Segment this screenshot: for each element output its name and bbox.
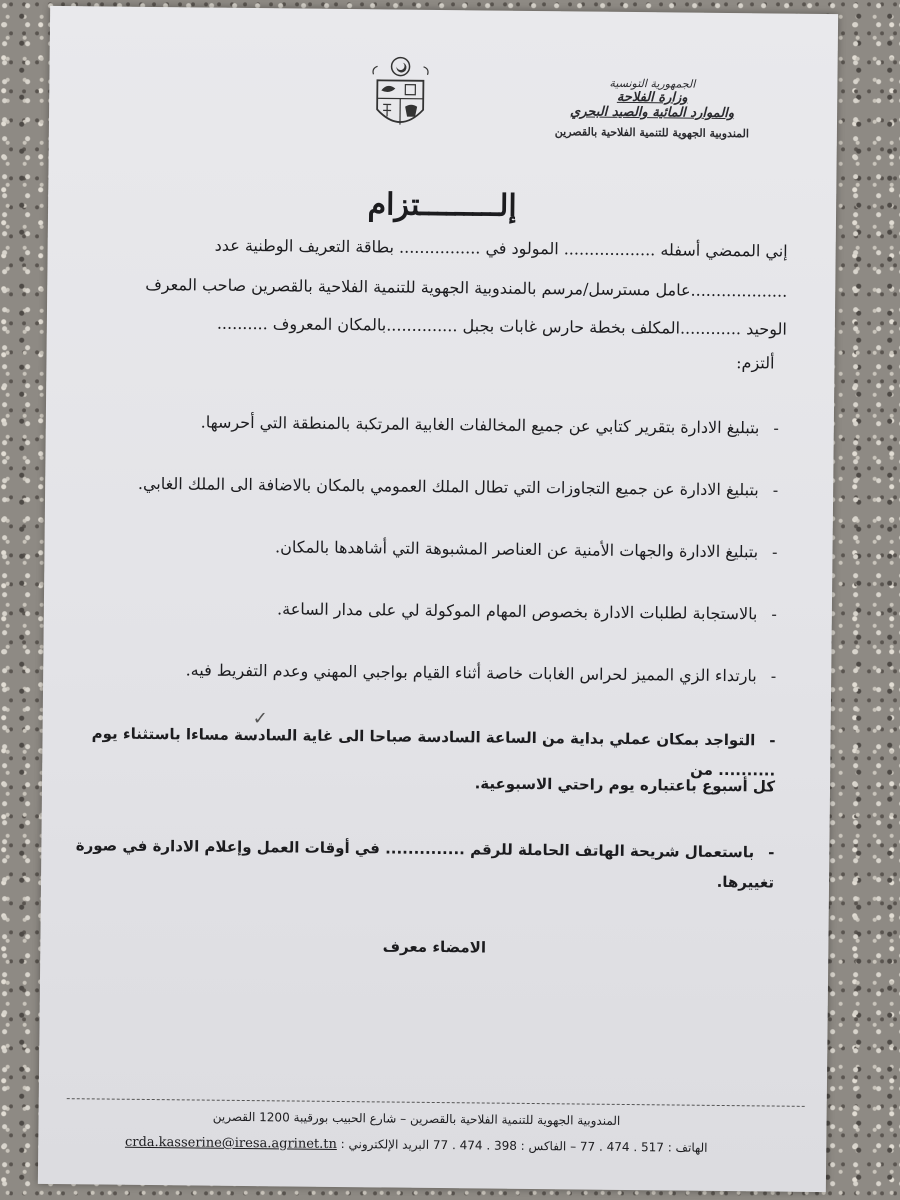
commitment-text: بتبليغ الادارة عن جميع التجاوزات التي تطال الملك العمومي بالمكان بالاضافة الى الملك الغابي.: [137, 473, 759, 500]
commitment-text: بالاستجابة لطلبات الادارة بخصوص المهام الموكولة لي على مدار الساعة.: [276, 599, 758, 624]
intro-line-1: إني الممضي أسفله .................. المولود في ................ بطاقة التعريف الوطنية عدد: [214, 235, 788, 261]
document-page: [38, 6, 838, 1192]
commitment-item-5: -بارتداء الزي المميز لحراس الغابات خاصة أثناء القيام بواجبي المهني وعدم التفريط فيه.: [185, 660, 777, 686]
intro-line-2: ...................عامل مسترسل/مرسم بالمندوبية الجهوية للتنمية الفلاحية بالقصرين صاحب المعرف: [145, 274, 788, 301]
commitment-text: بارتداء الزي المميز لحراس الغابات خاصة أثناء القيام بواجبي المهني وعدم التفريط فيه.: [185, 660, 757, 686]
commitment-item-7: -باستعمال شريحة الهاتف الحاملة للرقم .............. في أوقات العمل وإعلام الادارة في صورة تغييرها.: [75, 836, 775, 892]
commitment-item-4: -بالاستجابة لطلبات الادارة بخصوص المهام الموكولة لي على مدار الساعة.: [276, 599, 777, 624]
ministry-name-line2: والموارد المائية والصيد البحري: [570, 104, 735, 122]
letterhead: [532, 76, 773, 141]
commitment-text: بتبليغ الادارة بتقرير كتابي عن جميع المخالفات الغابية المرتكبة بالمنطقة التي أحرسها.: [200, 412, 760, 438]
footer-contacts: [66, 1134, 766, 1156]
regional-office-name: المندوبية الجهوية للتنمية الفلاحية بالقصرين: [554, 125, 750, 141]
commitment-item-6: -التواجد بمكان عملي بداية من الساعة السادسة صباحا الى غاية السادسة مساءا باستثناء يوم .......... من: [91, 724, 776, 780]
intro-line-4: ألتزم:: [736, 353, 775, 373]
intro-line-3: الوحيد ............المكلف بخطة حارس غابات بجبل ..............بالمكان المعروف ..........: [216, 313, 787, 339]
commitment-item-6-continuation: كل أسبوع باعتباره يوم راحتي الاسبوعية.: [474, 774, 776, 796]
signature-line: الامضاء معرف: [382, 937, 487, 957]
footer-email-link[interactable]: crda.kasserine@iresa.agrinet.tn: [124, 1134, 337, 1152]
check-mark-icon: ✓: [252, 708, 268, 730]
commitment-item-2: -بتبليغ الادارة عن جميع التجاوزات التي تطال الملك العمومي بالمكان بالاضافة الى الملك الغابي.: [137, 473, 779, 500]
republic-name: الجمهورية التونسية: [609, 76, 696, 91]
ministry-name: وزارة الفلاحة: [616, 89, 688, 106]
commitment-text: التواجد بمكان عملي بداية من الساعة السادسة صباحا الى غاية السادسة مساءا باستثناء يوم .......... من: [91, 724, 776, 780]
tunisia-coat-of-arms-icon: [369, 54, 432, 137]
document-title: إلـــــــــتزام: [367, 187, 517, 224]
commitment-item-3: -بتبليغ الادارة والجهات الأمنية عن العناصر المشبوهة التي أشاهدها بالمكان.: [275, 537, 778, 562]
commitment-text: باستعمال شريحة الهاتف الحاملة للرقم .............. في أوقات العمل وإعلام الادارة في صورة تغييرها.: [75, 836, 775, 892]
footer-contacts-text: الهاتف : 517 . 474 . 77 – الفاكس : 398 . 474 . 77 البريد الإلكتروني :: [340, 1137, 708, 1155]
footer-divider: [67, 1098, 805, 1107]
footer-address: المندوبية الجهوية للتنمية الفلاحية بالقصرين – شارع الحبيب بورقيبة 1200 القصرين: [212, 1109, 621, 1128]
commitment-item-1: -بتبليغ الادارة بتقرير كتابي عن جميع المخالفات الغابية المرتكبة بالمنطقة التي أحرسها.: [200, 412, 779, 438]
commitment-text: بتبليغ الادارة والجهات الأمنية عن العناصر المشبوهة التي أشاهدها بالمكان.: [275, 537, 759, 562]
